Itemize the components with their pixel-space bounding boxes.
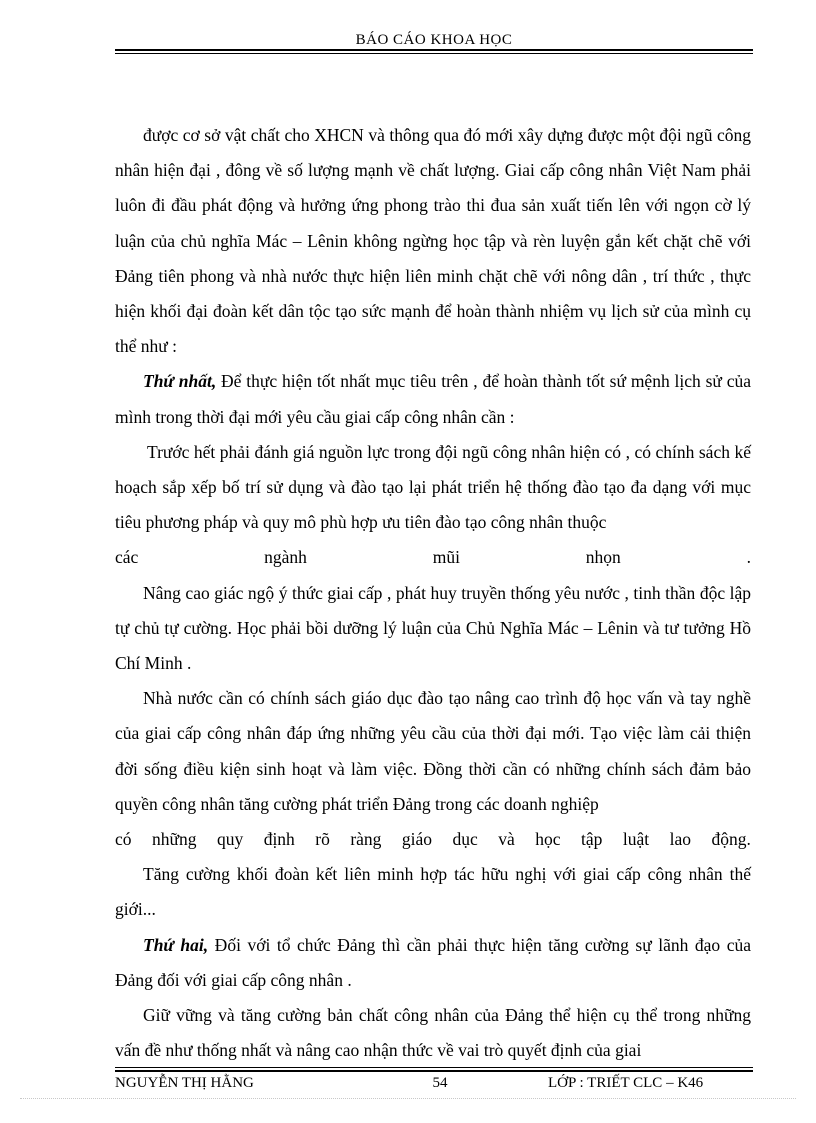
word: ngành: [264, 547, 307, 568]
header-rule: [115, 49, 753, 51]
paragraph-4: Nâng cao giác ngộ ý thức giai cấp , phát huy truyền thống yêu nước , tinh thần độc lập tự chủ tự cường. Học phải bồi dưỡng lý luận của Chủ Nghĩa Mác – Lênin và tư tưởng Hồ Chí Minh .: [115, 582, 751, 674]
word: những: [152, 829, 197, 850]
word: mũi: [432, 547, 460, 568]
paragraph-6: Tăng cường khối đoàn kết liên minh hợp tác hữu nghị với giai cấp công nhân thế giới...: [115, 864, 751, 920]
word: rõ: [315, 829, 330, 850]
paragraph-2-lead: Thứ nhất,: [143, 371, 217, 392]
word: ràng: [350, 829, 382, 850]
word: quy: [216, 829, 244, 850]
paragraph-5-last-line: [115, 822, 751, 857]
footer-rule: [115, 1070, 753, 1072]
word: lao: [669, 829, 691, 850]
paragraph-7-text: Đối với tổ chức Đảng thì cần phải thực hiện tăng cường sự lãnh đạo của Đảng đối với giai cấp công nhân .: [115, 934, 751, 990]
paragraph-7-lead: Thứ hai,: [143, 934, 209, 955]
header-rule-thin: [115, 53, 753, 54]
word: tập: [581, 829, 603, 850]
header-title: BÁO CÁO KHOA HỌC: [355, 32, 513, 48]
word: và: [498, 829, 515, 850]
footer-rule-thin: [115, 1067, 753, 1068]
paragraph-8: Giữ vững và tăng cường bản chất công nhân của Đảng thể hiện cụ thể trong những vấn đề như thống nhất và nâng cao nhận thức về vai trò quyết định của giai: [115, 1005, 751, 1061]
paragraph-7: [115, 928, 751, 998]
paragraph-5: Nhà nước cần có chính sách giáo dục đào tạo nâng cao trình độ học vấn và tay nghề của giai cấp công nhân đáp ứng những yêu cầu của thời đại mới. Tạo việc làm cải thiện đời sống điều kiện sinh hoạt và làm việc. Đồng thời cần có những chính sách đảm bảo quyền công nhân tăng cường phát triển Đảng trong các doanh nghiệp: [115, 688, 751, 814]
document-body: [115, 118, 751, 1068]
word: các: [115, 547, 139, 568]
word: luật: [622, 829, 650, 850]
word: học: [535, 829, 561, 850]
paragraph-2-text: Để thực hiện tốt nhất mục tiêu trên , để hoàn thành tốt sứ mệnh lịch sử của mình trong thời đại mới yêu cầu giai cấp công nhân cần :: [115, 371, 752, 427]
page-edge: [20, 1098, 796, 1099]
word: có: [115, 829, 132, 850]
paragraph-1: được cơ sở vật chất cho XHCN và thông qua đó mới xây dựng được một đội ngũ công nhân hiện đại , đông về số lượng mạnh về chất lượng. Giai cấp công nhân Việt Nam phải luôn đi đầu phát động và hưởng ứng phong trào thi đua sản xuất tiến lên với ngọn cờ lý luận của chủ nghĩa Mác – Lênin không ngừng học tập và rèn luyện gắn kết chặt chẽ với Đảng tiên phong và nhà nước thực hiện liên minh chặt chẽ với nông dân , trí thức , thực hiện khối đại đoàn kết dân tộc tạo sức mạnh để hoàn thành nhiệm vụ lịch sử của mình cụ thể như :: [115, 125, 751, 357]
word: dục: [452, 829, 478, 850]
word: định: [263, 829, 295, 850]
paragraph-3: Trước hết phải đánh giá nguồn lực trong đội ngũ công nhân hiện có , có chính sách kế hoạch sắp xếp bố trí sử dụng và đào tạo lại phát triển hệ thống đào tạo đa dạng với mục tiêu phương pháp và quy mô phù hợp ưu tiên đào tạo công nhân thuộc: [115, 441, 751, 533]
word: .: [746, 547, 751, 568]
paragraph-2: [115, 364, 751, 434]
paragraph-3-last-line: [115, 540, 751, 575]
word: nhọn: [585, 547, 621, 568]
footer-class: LỚP : TRIẾT CLC – K46: [548, 1075, 704, 1091]
footer-author: NGUYỄN THỊ HẰNG: [115, 1075, 254, 1091]
page-number: 54: [432, 1075, 448, 1091]
word: động.: [711, 829, 751, 850]
word: giáo: [401, 829, 433, 850]
